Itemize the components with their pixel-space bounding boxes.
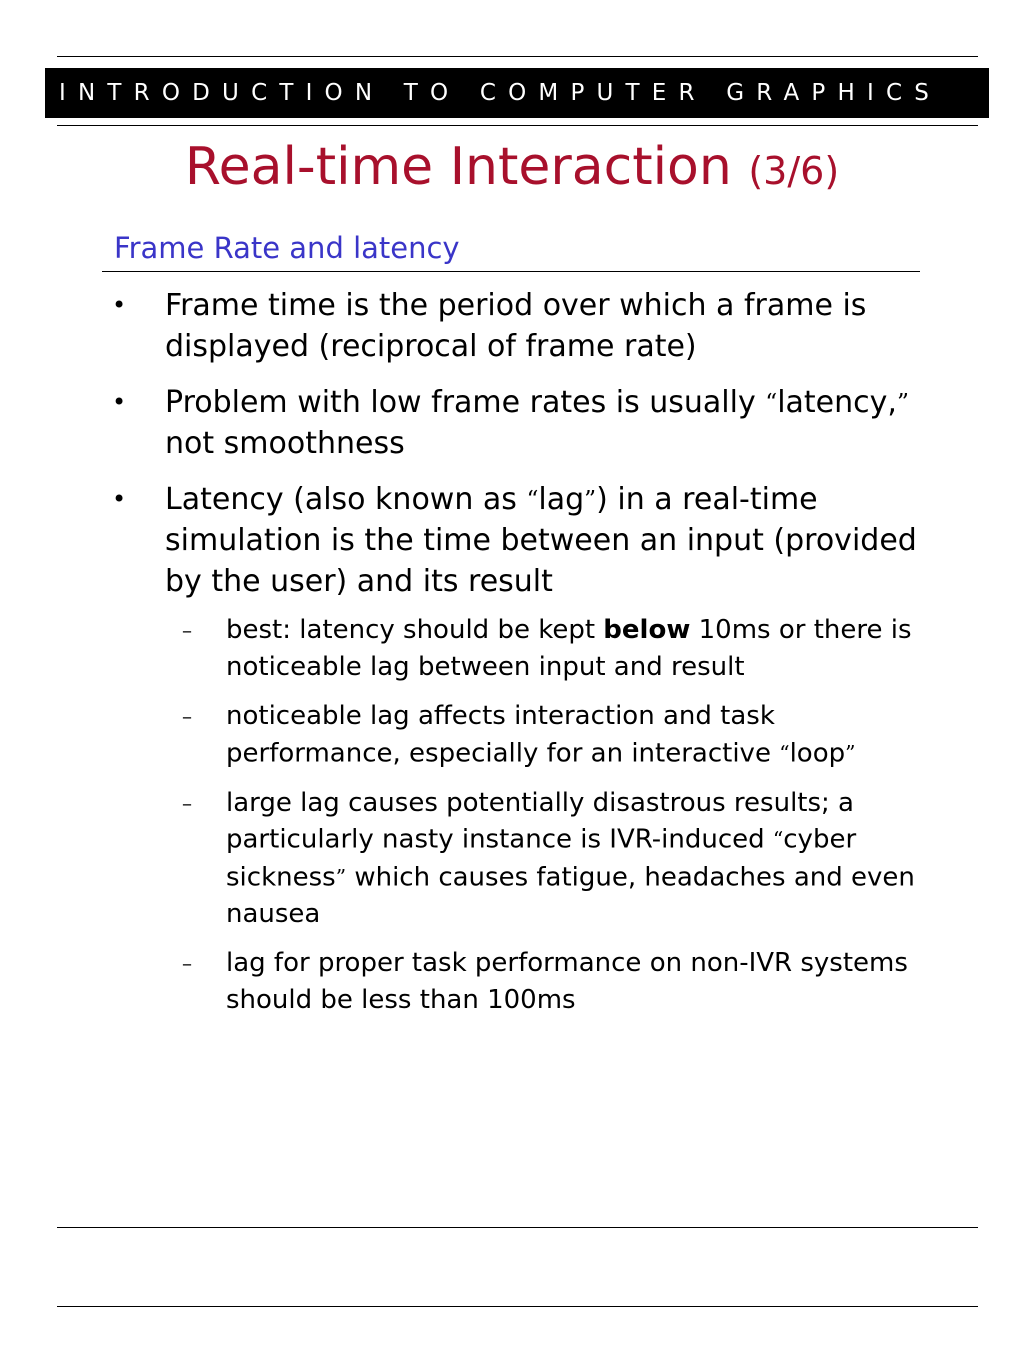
sub-bullet-marker: –: [182, 618, 192, 643]
course-banner: [45, 68, 989, 118]
sub-bullet-marker: –: [182, 704, 192, 729]
bullet-text: not smoothness: [165, 426, 405, 462]
footer-top-rule: [57, 1227, 978, 1228]
sub-bullet-text: lag for proper task performance on non-IVR systems should be less than 100ms: [226, 948, 908, 1015]
close-quote: ”: [584, 485, 597, 514]
close-quote: ”: [335, 864, 347, 889]
quoted-term: cyber sickness: [226, 825, 857, 893]
sub-bullet-marker: –: [182, 951, 192, 976]
sub-bullet-marker: –: [182, 790, 192, 815]
sub-bullet-large-lag: [0, 785, 1024, 932]
bullet-text: Problem with low frame rates is usually: [165, 385, 766, 420]
course-banner-text: INTRODUCTION TO COMPUTER GRAPHICS: [59, 80, 942, 106]
slide-title-part: (3/6): [748, 149, 840, 193]
close-quote: ”: [896, 388, 909, 417]
sub-bullet-best-latency: [0, 612, 1024, 685]
sub-bullet-non-ivr-lag: [0, 945, 1024, 1018]
bullet-marker: •: [112, 291, 127, 319]
bullet-latency-definition: [0, 479, 1024, 602]
section-subtitle: Frame Rate and latency: [114, 231, 460, 265]
emphasis-text: below: [603, 615, 691, 646]
footer-bottom-rule: [57, 1306, 978, 1307]
bullet-frame-time: [0, 285, 1024, 367]
bullet-low-frame-rates: [0, 382, 1024, 464]
header-top-rule: [57, 56, 978, 57]
quoted-term: loop: [789, 738, 846, 769]
sub-bullet-text: noticeable lag affects interaction and task performance, especially for an interactive: [226, 701, 780, 769]
slide-body: [0, 285, 1024, 1031]
bullet-marker: •: [112, 388, 127, 416]
header-bottom-rule: [57, 125, 978, 126]
open-quote: “: [526, 485, 539, 514]
sub-bullet-text: which causes fatigue, headaches and even nausea: [226, 862, 915, 929]
sub-bullet-text: 10ms or there is noticeable lag between input and result: [226, 615, 912, 682]
bullet-text: Frame time is the period over which a frame is displayed (reciprocal of frame rate): [165, 288, 867, 364]
slide-title: [0, 134, 1024, 204]
quoted-term: latency,: [777, 385, 897, 420]
open-quote: “: [779, 740, 790, 765]
slide-title-main: Real-time Interaction: [184, 137, 732, 197]
sub-bullet-noticeable-lag: [0, 698, 1024, 772]
sub-bullet-text: large lag causes potentially disastrous results; a particularly nasty instance is IVR-induced: [226, 787, 854, 855]
bullet-text: Latency (also known as: [165, 482, 527, 518]
open-quote: “: [765, 388, 778, 417]
close-quote: ”: [845, 740, 856, 765]
quoted-term: lag: [538, 482, 585, 518]
subtitle-underline: [102, 271, 920, 272]
bullet-marker: •: [112, 485, 127, 514]
open-quote: “: [772, 827, 784, 852]
sub-bullet-text: best: latency should be kept: [226, 615, 604, 646]
bullet-text: ) in a real-time simulation is the time between an input (provided by the user) and its result: [165, 482, 917, 600]
